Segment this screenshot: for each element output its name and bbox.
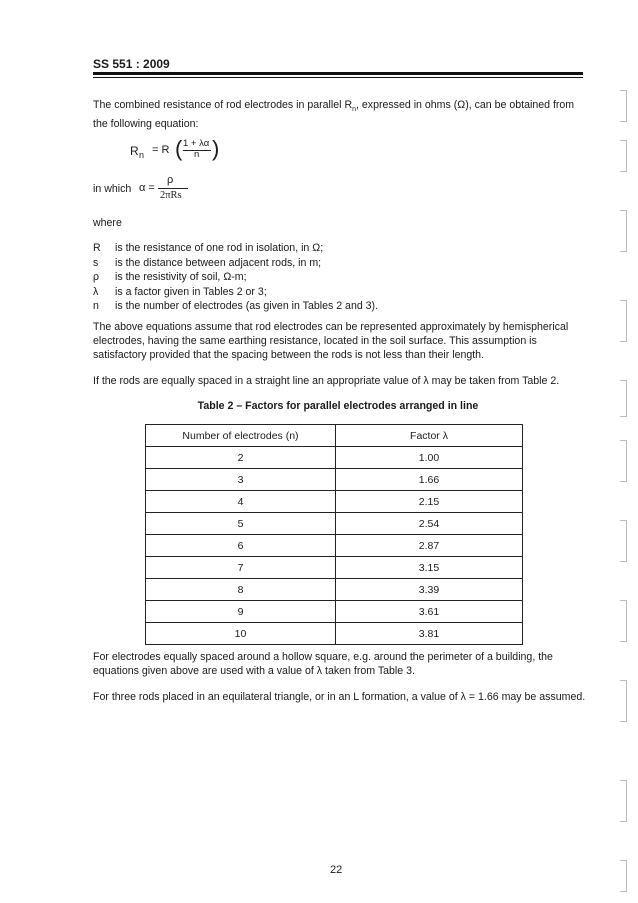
eq-paren-right: ) [212, 136, 220, 161]
cell-factor: 1.00 [336, 447, 523, 469]
scan-mark [620, 90, 627, 122]
definition-row [93, 270, 378, 285]
cell-electrodes: 5 [146, 513, 336, 535]
alpha-denominator: 2πRs [160, 190, 182, 201]
scan-mark [620, 780, 627, 822]
page-number: 22 [330, 864, 343, 876]
cell-electrodes: 9 [146, 601, 336, 623]
resistance-equation [130, 138, 270, 168]
header-rule-thick [93, 72, 583, 75]
column-header-electrodes: Number of electrodes (n) [146, 425, 336, 447]
paragraph-line: satisfactory provided that the spacing between the rods is not less than their length. [93, 349, 485, 361]
table-header-row [146, 425, 523, 447]
symbol-definitions [93, 241, 378, 314]
table-row [146, 601, 523, 623]
definition-row [93, 256, 378, 271]
intro-subscript: n [352, 106, 356, 114]
cell-factor: 2.87 [336, 535, 523, 557]
table-row [146, 491, 523, 513]
cell-electrodes: 7 [146, 557, 336, 579]
def-symbol: ρ [93, 271, 100, 283]
cell-factor: 3.81 [336, 623, 523, 645]
def-symbol: n [93, 300, 99, 312]
header-rule-thin [93, 77, 583, 78]
factors-table [145, 424, 523, 645]
paragraph-line: equations given above are used with a value of λ taken from Table 3. [93, 665, 415, 677]
in-which-label: in which [93, 183, 132, 195]
def-text: is the distance between adjacent rods, in m; [115, 256, 322, 269]
def-symbol: R [93, 242, 101, 254]
cell-factor: 2.54 [336, 513, 523, 535]
alpha-fraction-bar [158, 188, 188, 189]
alpha-numerator: ρ [167, 174, 174, 186]
scan-mark [620, 210, 627, 252]
def-symbol: λ [93, 285, 99, 298]
document-code: SS 551 : 2009 [93, 57, 170, 71]
intro-text-rest: , expressed in ohms (Ω), can be obtained from [356, 99, 575, 111]
def-text: is the resistance of one rod in isolation, in Ω; [115, 242, 324, 254]
alpha-equation [93, 174, 233, 206]
eq-denominator: n [194, 149, 200, 160]
cell-factor: 1.66 [336, 469, 523, 491]
cell-electrodes: 3 [146, 469, 336, 491]
table-row [146, 623, 523, 645]
cell-factor: 3.15 [336, 557, 523, 579]
paragraph-line: The above equations assume that rod electrodes can be represented approximately by hemispherical [93, 321, 569, 333]
scan-mark [620, 680, 627, 722]
eq-lhs-sub: n [139, 150, 145, 160]
def-text: is a factor given in Tables 2 or 3; [115, 285, 267, 298]
where-label: where [93, 217, 122, 229]
table-row [146, 447, 523, 469]
intro-paragraph [93, 98, 593, 131]
eq-lhs: R [130, 144, 139, 158]
table-row [146, 513, 523, 535]
straight-line-paragraph: If the rods are equally spaced in a straight line an appropriate value of λ may be taken from Table 2. [93, 375, 560, 387]
paragraph-line: For electrodes equally spaced around a hollow square, e.g. around the perimeter of a building, the [93, 651, 553, 663]
definition-row [93, 299, 378, 314]
scan-mark [620, 140, 627, 172]
cell-factor: 2.15 [336, 491, 523, 513]
cell-factor: 3.61 [336, 601, 523, 623]
scan-mark [620, 520, 627, 562]
table-row [146, 579, 523, 601]
definition-row [93, 241, 378, 256]
cell-electrodes: 6 [146, 535, 336, 557]
hollow-square-paragraph [93, 650, 593, 678]
scan-mark [620, 860, 627, 892]
scan-mark [620, 300, 627, 342]
scan-mark [620, 600, 627, 642]
cell-electrodes: 4 [146, 491, 336, 513]
eq-numerator: 1 + λα [183, 138, 210, 149]
scan-mark [620, 440, 627, 482]
table-row [146, 535, 523, 557]
cell-electrodes: 2 [146, 447, 336, 469]
paragraph-line: electrodes, having the same earthing resistance, located in the soil surface. This assumption is [93, 335, 537, 347]
triangle-paragraph: For three rods placed in an equilateral triangle, or in an L formation, a value of λ = 1.66 may be assumed. [93, 691, 586, 703]
eq-equals: = R [152, 144, 170, 156]
def-text: is the resistivity of soil, Ω-m; [115, 271, 247, 283]
def-symbol: s [93, 256, 99, 269]
def-text: is the number of electrodes (as given in Tables 2 and 3). [115, 300, 379, 312]
definition-row [93, 285, 378, 300]
intro-line2: the following equation: [93, 118, 199, 131]
table-row [146, 469, 523, 491]
scan-mark [620, 380, 627, 417]
cell-electrodes: 10 [146, 623, 336, 645]
eq-paren-left: ( [175, 136, 183, 161]
table-caption: Table 2 – Factors for parallel electrodes arranged in line [197, 400, 479, 412]
alpha-symbol: α = [139, 182, 155, 194]
table-row [146, 557, 523, 579]
cell-electrodes: 8 [146, 579, 336, 601]
column-header-factor: Factor λ [336, 425, 523, 447]
intro-text: The combined resistance of rod electrodes in parallel R [93, 99, 353, 111]
assumption-paragraph [93, 320, 593, 362]
cell-factor: 3.39 [336, 579, 523, 601]
